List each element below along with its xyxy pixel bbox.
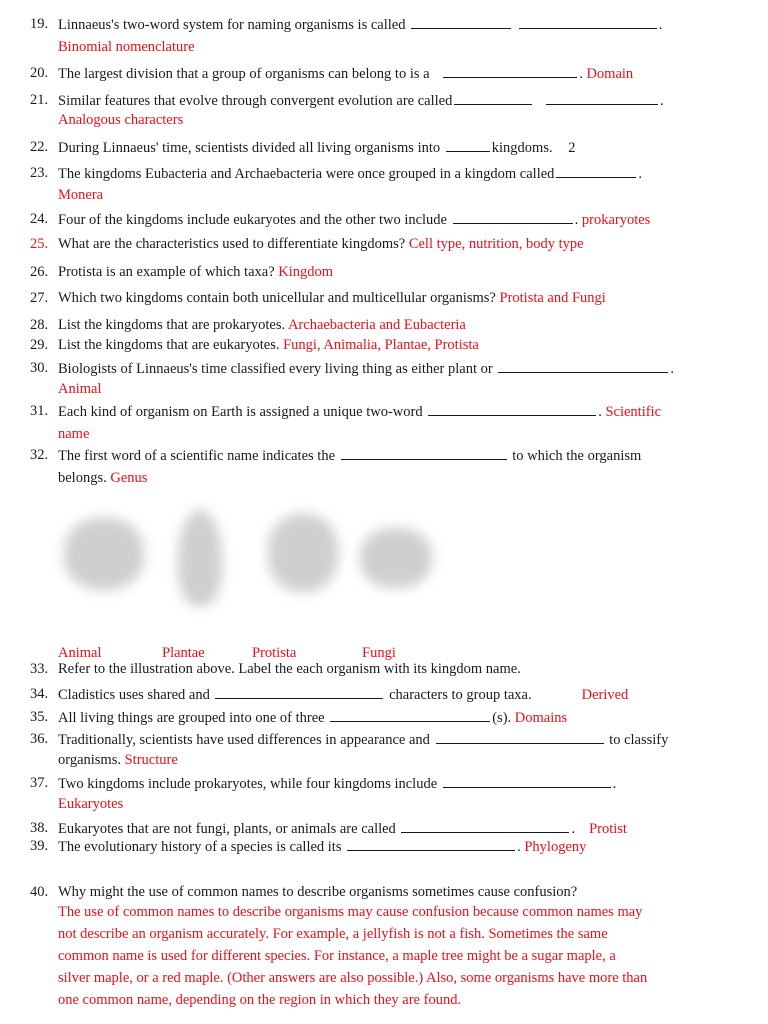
label-fungi: Fungi [362, 645, 396, 661]
answer-22: 2 [568, 140, 576, 156]
answer-38: Protist [589, 821, 627, 837]
answer-26: Kingdom [278, 264, 334, 280]
answer-36: Structure [124, 752, 178, 768]
label-protista: Protista [252, 645, 297, 661]
answer-35: Domains [514, 710, 568, 726]
answer-27: Protista and Fungi [499, 290, 606, 306]
label-plantae: Plantae [162, 645, 205, 661]
answer-28: Archaebacteria and Eubacteria [287, 317, 466, 333]
answer-34: Derived [581, 687, 629, 703]
answer-31a: Scientific [605, 404, 662, 420]
worksheet-page: 19. Linnaeus's two-word system for naming organisms is called . Binomial nomenclature 20. The largest division that a group of organisms can belong to is a . Domain 21. Similar features that evolve through convergent evolution are called . Analogous characters 22. During Linnaeus' time, scientists divided all living organisms into kingdoms. 2 23. The kingdoms Eubacteria and Archaebacteria were once grouped in a kingdom called . Monera 24. Four of the kingdoms include eukaryotes and the other two include . prokaryotes 25. What are the characteristics used to differentiate kingdoms? Cell type, nutrition, body type 26. Protista is an example of which taxa? Kingdom 27. Which two kingdoms contain both unicellular and multicellular organisms? Protista and Fungi 28. List the kingdoms that are prokaryotes. Archaebacteria and Eubacteria 29. List the kingdoms that are eukaryotes. Fungi, Animalia, Plantae, Protista 30. Biologists of Linnaeus's time classified every living thing as either plant or . Animal 31. Each kind of organism on Earth is assigned a unique two-word . Scientific name 32. The first word of a scientific name indicates the to which the organism belongs. Genus Animal Plantae Protista Fungi 33. Refer to the illustration above. Label the each organism with its kingdom name. 34. Cladistics uses shared and characters to group taxa. Derived 35. All living things are grouped into one of three (s). Domains 36. Traditionally, scientists have used differences in appearance and to classify organisms. Structure 37. Two kingdoms include prokaryotes, while four kingdoms include . Eukaryotes 38. Eukaryotes that are not fungi, plants, or animals are called . Protist 39. The evolutionary history of a species is called its . Phylogeny 40. Why might the use of common names to describe organisms sometimes cause confusion? The use of common names to describe organisms may cause confusion because common names may not describe an organism accurately. For example, a jellyfish is not a fish. Sometimes the same common name is used for different species. For instance, a maple tree might be a sugar maple, a silver maple, or a red maple. (Other answers are also possible.) Also, some organisms have more than one common name, depending on the region in which they are found. [30, 16, 674, 1008]
answer-20: Domain [586, 66, 634, 82]
answer-24: prokaryotes [581, 212, 651, 228]
answer-32: Genus [110, 470, 148, 486]
organism-illustration [50, 500, 430, 620]
answer-29: Fungi, Animalia, Plantae, Protista [283, 337, 479, 353]
answer-25: Cell type, nutrition, body type [408, 236, 584, 252]
answer-39: Phylogeny [524, 839, 587, 855]
label-animal: Animal [58, 645, 102, 661]
